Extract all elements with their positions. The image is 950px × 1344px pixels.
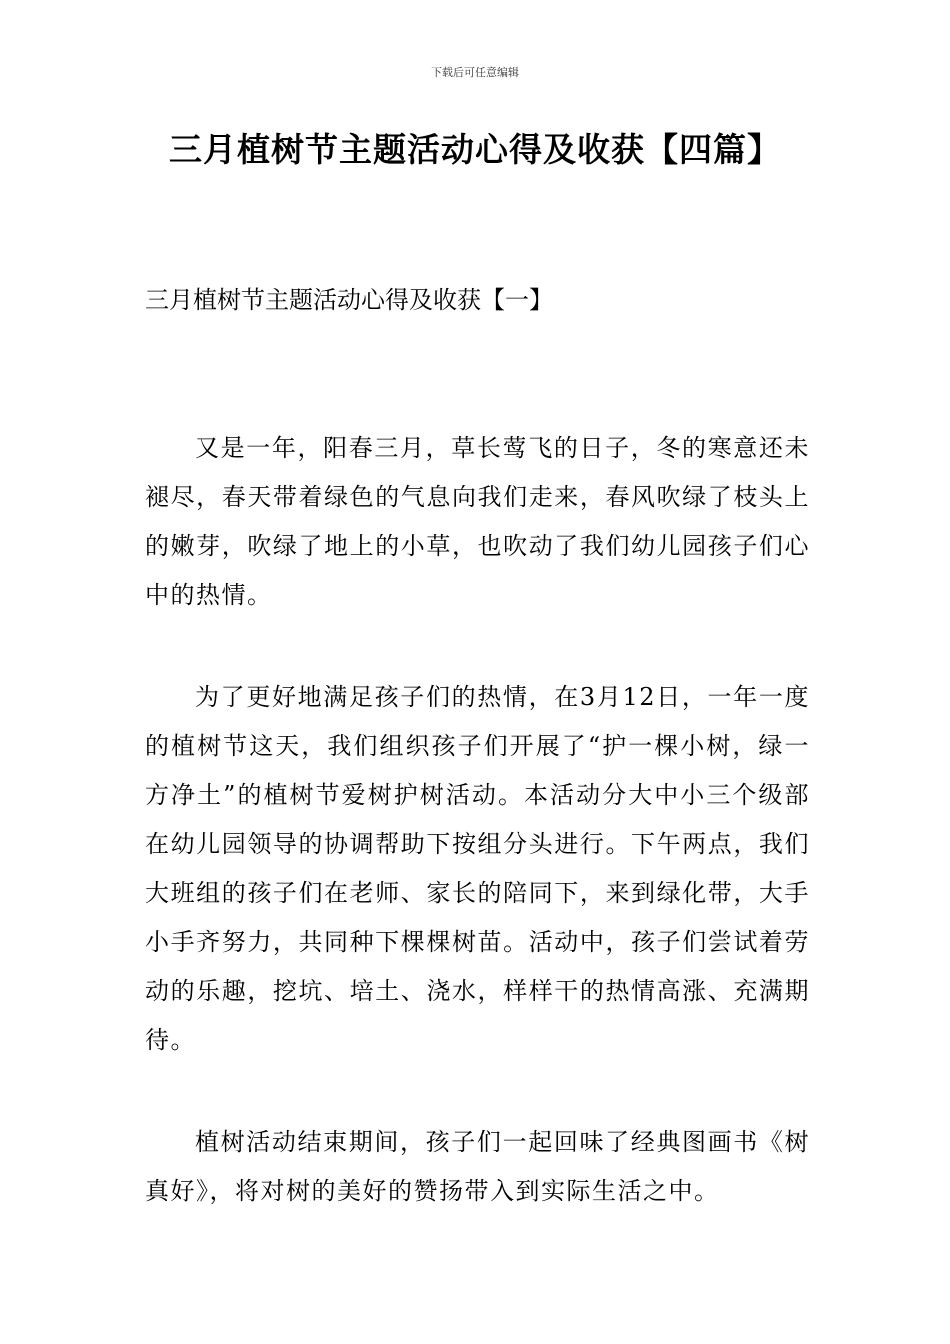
body-paragraph-2: 为了更好地满足孩子们的热情，在3月12日，一年一度的植树节这天，我们组织孩子们开展了“护一棵小树，绿一方净土”的植树节爱树护树活动。本活动分大中小三个级部在幼儿园领导的协调帮助下按组分头进行。下午两点，我们大班组的孩子们在老师、家长的陪同下，来到绿化带，大手小手齐努力，共同种下棵棵树苗。活动中，孩子们尝试着劳动的乐趣，挖坑、培土、浇水，样样干的热情高涨、充满期待。 [145,683,810,1054]
header-note: 下载后可任意编辑 [431,66,519,79]
body-paragraph-3: 植树活动结束期间，孩子们一起回味了经典图画书《树真好》，将对树的美好的赞扬带入到实际生活之中。 [145,1128,810,1205]
body-paragraph-1: 又是一年，阳春三月，草长莺飞的日子，冬的寒意还未褪尽，春天带着绿色的气息向我们走来，春风吹绿了枝头上的嫩芽，吹绿了地上的小草，也吹动了我们幼儿园孩子们心中的热情。 [145,434,810,609]
section-heading: 三月植树节主题活动心得及收获【一】 [145,286,553,314]
document-title: 三月植树节主题活动心得及收获【四篇】 [169,130,781,169]
